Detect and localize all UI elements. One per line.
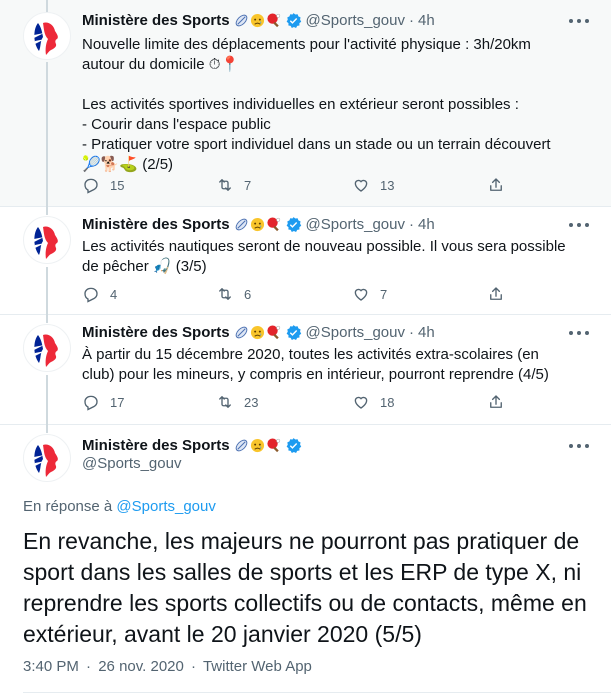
- share-button[interactable]: [487, 285, 515, 303]
- crying-face-emoji-icon: [250, 325, 265, 340]
- more-options-icon[interactable]: [569, 441, 589, 451]
- timestamp[interactable]: 4h: [418, 11, 435, 29]
- rugby-ball-emoji-icon: [234, 438, 249, 453]
- name-emojis: [234, 438, 281, 453]
- heart-icon: [352, 285, 370, 303]
- tweet-3-of-5[interactable]: [0, 207, 611, 315]
- handle[interactable]: @Sports_gouv: [305, 11, 405, 29]
- share-icon: [487, 285, 505, 303]
- tweet-header: Ministère des Sports @Sports_gouv · 4h: [82, 215, 435, 233]
- more-options-icon[interactable]: [569, 328, 589, 338]
- retweet-count: 7: [244, 177, 252, 193]
- like-button[interactable]: [352, 285, 387, 303]
- reply-button[interactable]: [82, 176, 124, 194]
- verified-badge-icon: [285, 437, 302, 454]
- like-count: 18: [380, 394, 395, 410]
- tweet-4-of-5[interactable]: [0, 315, 611, 425]
- like-count: 7: [380, 286, 388, 302]
- display-name[interactable]: Ministère des Sports: [82, 11, 230, 29]
- retweet-icon: [216, 285, 234, 303]
- thread-connector: [46, 0, 48, 12]
- tweet-actions: [82, 393, 512, 413]
- crying-face-emoji-icon: [250, 13, 265, 28]
- marianne-logo-icon: [24, 217, 71, 264]
- rugby-ball-emoji-icon: [234, 217, 249, 232]
- like-button[interactable]: [352, 176, 394, 194]
- divider: [23, 692, 611, 693]
- avatar[interactable]: [23, 12, 71, 60]
- thread-connector: [46, 207, 48, 215]
- avatar[interactable]: [23, 324, 71, 372]
- display-name[interactable]: Ministère des Sports: [82, 215, 230, 233]
- retweet-button[interactable]: [216, 393, 258, 411]
- display-name[interactable]: Ministère des Sports: [82, 436, 230, 454]
- tweet-date[interactable]: 26 nov. 2020: [98, 658, 184, 675]
- thread-connector: [46, 315, 48, 323]
- share-icon: [487, 176, 505, 194]
- verified-badge-icon: [285, 12, 302, 29]
- tweet-text: À partir du 15 décembre 2020, toutes les activités extra-scolaires (en club) pour les mineurs, y compris en intérieur, pourront reprendre (4/5): [82, 346, 549, 383]
- reply-button[interactable]: [82, 393, 124, 411]
- reply-count: 15: [110, 177, 125, 193]
- thread-connector: [46, 62, 48, 207]
- ping-pong-emoji-icon: [266, 438, 281, 453]
- thread-connector: [46, 425, 48, 433]
- avatar[interactable]: [23, 216, 71, 264]
- heart-icon: [352, 393, 370, 411]
- reply-count: 4: [110, 286, 118, 302]
- marianne-logo-icon: [24, 13, 71, 60]
- tweet-header: Ministère des Sports @Sports_gouv · 4h: [82, 323, 435, 341]
- crying-face-emoji-icon: [250, 438, 265, 453]
- main-tweet-text: En revanche, les majeurs ne pourront pas pratiquer de sport dans les salles de sports et les ERP de type X, ni reprendre les sports collectifs ou de contacts, même en extérieur, avant le 20 janvier 2020 (5/5): [23, 528, 587, 647]
- tweet-time[interactable]: 3:40 PM: [23, 658, 79, 675]
- reply-icon: [82, 176, 100, 194]
- verified-badge-icon: [285, 324, 302, 341]
- tweet-text: Nouvelle limite des déplacements pour l'activité physique : 3h/20km autour du domicile ⏱📍 Les activités sportives individuelles en extérieur seront possibles : - Courir dans l'espace public - Pratiquer votre sport individuel dans un stade ou un terrain découvert 🎾🐕⛳ (2/5): [82, 36, 551, 173]
- reply-prefix: En réponse à: [23, 498, 113, 515]
- tweet-meta: 3:40 PM · 26 nov. 2020 · Twitter Web App: [23, 658, 312, 675]
- rugby-ball-emoji-icon: [234, 325, 249, 340]
- handle[interactable]: @Sports_gouv: [305, 215, 405, 233]
- name-emojis: [234, 13, 281, 28]
- tweet-actions: [82, 285, 512, 305]
- avatar[interactable]: [23, 434, 71, 482]
- timestamp[interactable]: 4h: [418, 323, 435, 341]
- more-options-icon[interactable]: [569, 220, 589, 230]
- reply-to-link[interactable]: @Sports_gouv: [116, 498, 216, 515]
- name-emojis: [234, 217, 281, 232]
- tweet-actions: [82, 176, 512, 196]
- like-button[interactable]: [352, 393, 394, 411]
- retweet-icon: [216, 176, 234, 194]
- reply-icon: [82, 393, 100, 411]
- name-emojis: [234, 325, 281, 340]
- verified-badge-icon: [285, 216, 302, 233]
- tweet-header: Ministère des Sports @Sports_gouv · 4h: [82, 11, 435, 29]
- handle[interactable]: @Sports_gouv: [82, 455, 182, 472]
- timestamp[interactable]: 4h: [418, 215, 435, 233]
- rugby-ball-emoji-icon: [234, 13, 249, 28]
- ping-pong-emoji-icon: [266, 13, 281, 28]
- retweet-button[interactable]: [216, 176, 251, 194]
- tweet-5-of-5-main: [0, 425, 611, 696]
- retweet-count: 6: [244, 286, 252, 302]
- retweet-button[interactable]: [216, 285, 251, 303]
- marianne-logo-icon: [24, 435, 71, 482]
- ping-pong-emoji-icon: [266, 217, 281, 232]
- reply-icon: [82, 285, 100, 303]
- retweet-icon: [216, 393, 234, 411]
- retweet-count: 23: [244, 394, 259, 410]
- tweet-header: [82, 435, 302, 455]
- share-icon: [487, 393, 505, 411]
- reply-count: 17: [110, 394, 125, 410]
- display-name[interactable]: Ministère des Sports: [82, 323, 230, 341]
- share-button[interactable]: [487, 393, 515, 411]
- marianne-logo-icon: [24, 325, 71, 372]
- tweet-text: Les activités nautiques seront de nouveau possible. Il vous sera possible de pêcher 🎣 (3/5): [82, 238, 566, 275]
- reply-context: [23, 498, 216, 515]
- tweet-2-of-5[interactable]: [0, 0, 611, 207]
- heart-icon: [352, 176, 370, 194]
- like-count: 13: [380, 177, 395, 193]
- ping-pong-emoji-icon: [266, 325, 281, 340]
- thread-connector: [46, 267, 48, 315]
- handle[interactable]: @Sports_gouv: [305, 323, 405, 341]
- thread-connector: [46, 375, 48, 425]
- crying-face-emoji-icon: [250, 217, 265, 232]
- tweet-source[interactable]: Twitter Web App: [202, 658, 312, 675]
- reply-button[interactable]: [82, 285, 117, 303]
- share-button[interactable]: [487, 176, 515, 194]
- more-options-icon[interactable]: [569, 16, 589, 26]
